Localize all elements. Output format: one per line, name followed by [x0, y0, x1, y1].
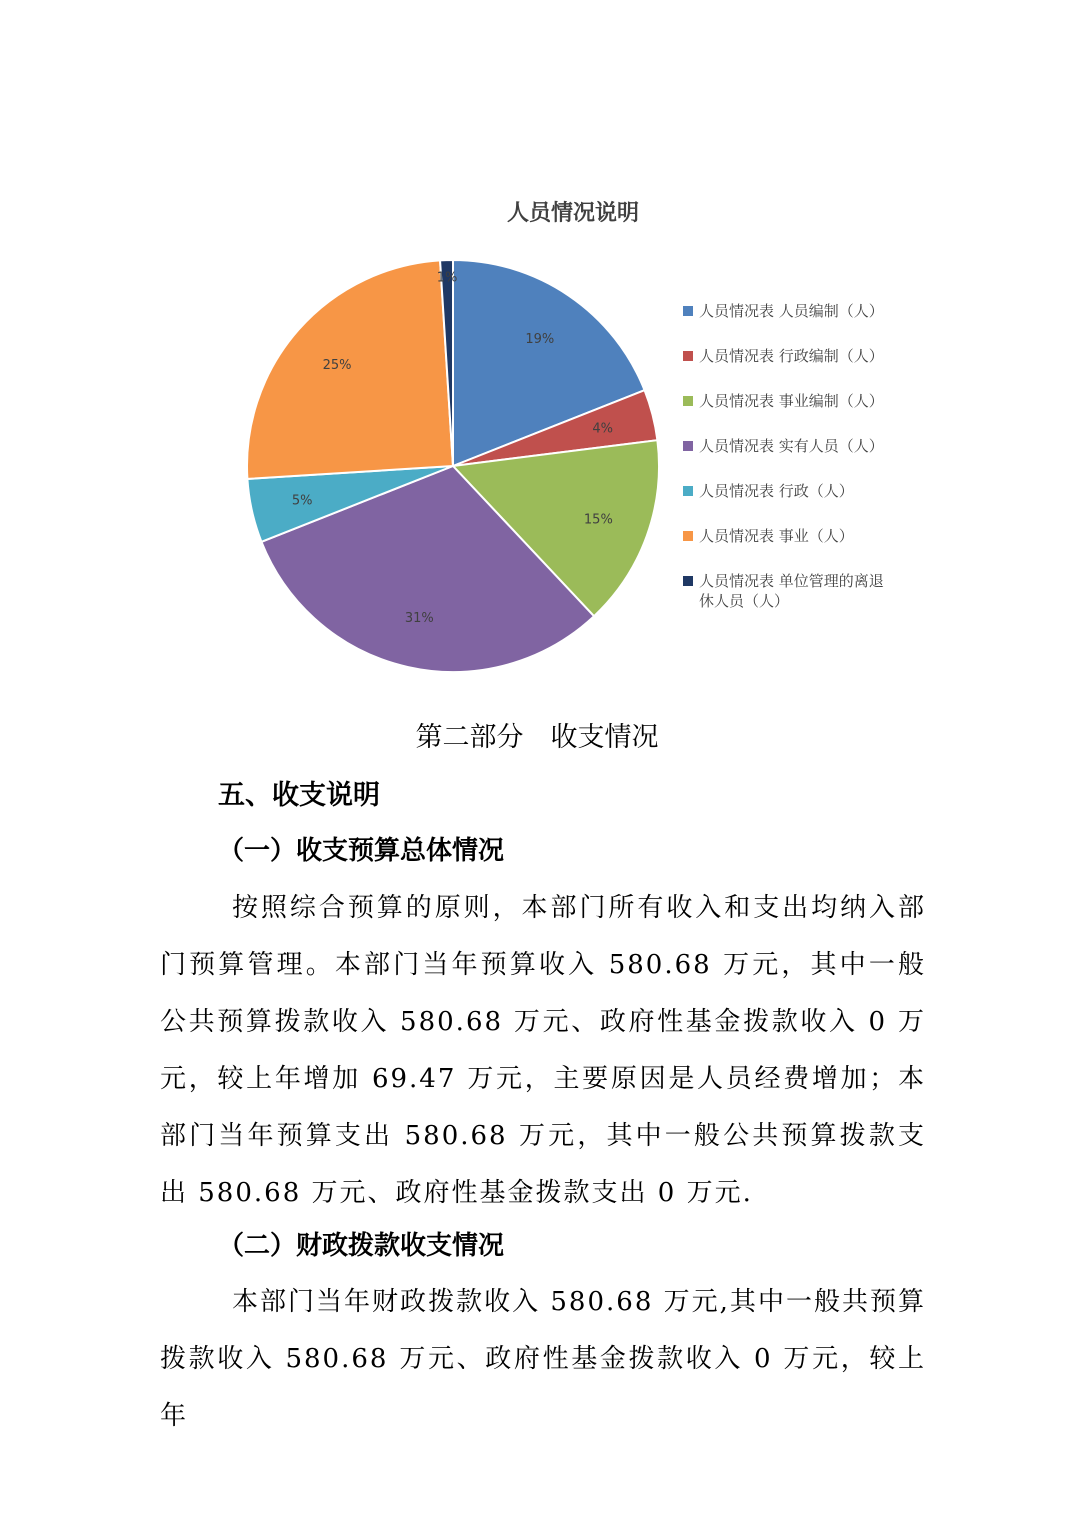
- legend-swatch: [683, 396, 693, 406]
- legend-item-6: [683, 527, 854, 545]
- legend-swatch: [683, 306, 693, 316]
- pie-data-label-2: 4%: [592, 421, 613, 437]
- legend-label: 人员情况表 人员编制（人）: [699, 302, 884, 320]
- legend-label: 人员情况表 实有人员（人）: [699, 437, 884, 455]
- pie-data-label-4: 31%: [404, 610, 434, 626]
- legend-label: 人员情况表 事业（人）: [699, 527, 854, 545]
- legend-item-3: [683, 392, 884, 410]
- pie-slices: [247, 260, 659, 672]
- legend-swatch: [683, 351, 693, 361]
- chart-title: 人员情况说明: [506, 201, 640, 226]
- legend-label: 人员情况表 行政（人）: [699, 482, 854, 500]
- legend-swatch: [683, 486, 693, 496]
- legend-item-5: [683, 482, 854, 500]
- legend-label: 人员情况表 单位管理的离退休人员（人）: [699, 572, 884, 610]
- chart-legend: [683, 302, 884, 610]
- legend-item-1: [683, 302, 884, 320]
- subsection-heading-2: （二）财政拨款收支情况: [218, 1231, 505, 1261]
- legend-item-7: [683, 572, 884, 610]
- pie-data-label-3: 15%: [583, 512, 613, 528]
- section-heading: 五、收支说明: [218, 780, 380, 811]
- legend-label: 人员情况表 事业编制（人）: [699, 392, 884, 410]
- legend-swatch: [683, 576, 693, 586]
- paragraph-1: 按照综合预算的原则，本部门所有收入和支出均纳入部门预算管理。本部门当年预算收入 580.68 万元，其中一般公共预算拨款收入 580.68 万元、政府性基金拨款收入 0 万元，较上年增加 69.47 万元，主要原因是人员经费增加；本部门当年预算支出 580.68 万元，其中一般公共预算拨款支出 580.68 万元、政府性基金拨款支出 0 万元.: [160, 893, 926, 1208]
- legend-swatch: [683, 441, 693, 451]
- pie-data-label-5: 5%: [291, 493, 313, 509]
- pie-data-label-7: 1%: [436, 270, 458, 286]
- legend-label: 人员情况表 行政编制（人）: [699, 347, 884, 365]
- pie-data-label-6: 25%: [322, 357, 352, 373]
- part-heading: 第二部分 收支情况: [415, 722, 659, 753]
- legend-item-4: [683, 437, 884, 455]
- paragraph-2: 本部门当年财政拨款收入 580.68 万元,其中一般共预算拨款收入 580.68 万元、政府性基金拨款收入 0 万元，较上年: [160, 1287, 926, 1431]
- pie-chart: [200, 180, 920, 700]
- legend-swatch: [683, 531, 693, 541]
- subsection-heading-1: （一）收支预算总体情况: [218, 836, 505, 866]
- pie-data-label-1: 19%: [525, 332, 555, 348]
- legend-item-2: [683, 347, 884, 365]
